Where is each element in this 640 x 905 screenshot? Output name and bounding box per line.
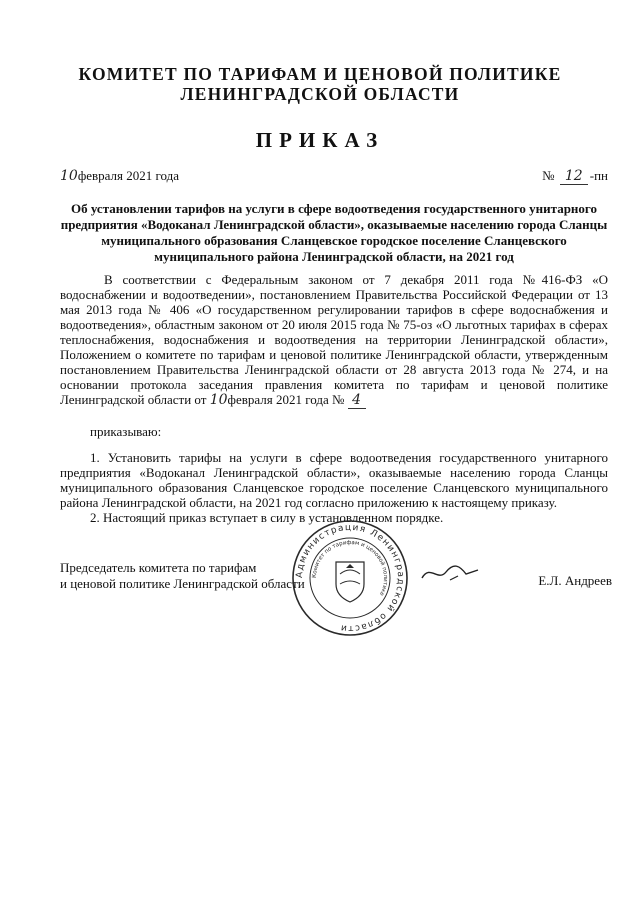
document-subject: [60, 201, 608, 265]
preamble-paragraph: [60, 272, 608, 409]
svg-text:Администрация Ленинградской об: Администрация Ленинградской области: [294, 522, 406, 634]
signatory-name: Е.Л. Андреев: [538, 573, 612, 588]
document-number: [542, 168, 608, 185]
handwritten-day: 10: [60, 168, 78, 184]
preamble-text: В соответствии с Федеральным законом от 7 декабря 2011 года №416-ФЗ «О водоснабжении и водоотведении», постановлением Правительства Российской Федерации от 13 мая 2013 года № 406 «О государственном регулировании тарифов в сфере водоснабжения и водоотведения», областным законом от 20 июля 2015 года № 75-оз «О льготных тарифах в сферах теплоснабжения, водоснабжения и водоотведения на территории Ленинградской области», Положением о комитете по тарифам и ценовой политике Ленинградской области, утвержденным постановлением Правительства Ленинградской области от 28 августа 2013 года № 274, и на основании протокола заседания правления комитета по тарифам и ценовой политике Ленинградской области от: [60, 272, 608, 407]
org-name-line-2: ЛЕНИНГРАДСКОЙ ОБЛАСТИ: [180, 84, 460, 104]
order-item: 1. Установить тарифы на услуги в сфере водоотведения государственного унитарного предприятия «Водоканал Ленинградской области», оказываемые населению города Сланцы муниципального образования Сланцевское городское поселение Сланцевского муниципального района Ленинградской области, на 2021 год согласно приложению к настоящему приказу.: [60, 450, 608, 510]
date-number-line: [60, 168, 608, 186]
order-item: 2. Настоящий приказ вступает в силу в установленном порядке.: [90, 510, 444, 525]
number-suffix: -пн: [589, 168, 608, 183]
position-line: Председатель комитета по тарифам: [60, 560, 257, 575]
date-text: февраля 2021 года: [77, 168, 180, 183]
signatory-position: [60, 560, 305, 592]
handwritten-number: 12: [560, 168, 588, 185]
handwritten-protocol-number: 4: [348, 393, 366, 409]
order-items: [60, 450, 608, 525]
order-word: приказываю:: [90, 424, 162, 439]
handwritten-signature-icon: [420, 560, 480, 586]
svg-text:Комитет по тарифам и ценовой п: Комитет по тарифам и ценовой политике: [311, 539, 389, 597]
coat-of-arms-icon: [336, 562, 364, 602]
official-seal-icon: [290, 518, 410, 638]
preamble-tail: февраля 2021 года №: [227, 392, 345, 407]
handwritten-protocol-day: 10: [209, 392, 228, 408]
position-line: и ценовой политике Ленинградской области: [60, 576, 305, 591]
subject-line: Об установлении тарифов на услуги в сфере водоотведения государственного унитарного: [70, 201, 598, 216]
document-title: ПРИКАЗ: [255, 128, 385, 152]
number-prefix: №: [542, 168, 555, 183]
org-name-line-1: КОМИТЕТ ПО ТАРИФАМ И ЦЕНОВОЙ ПОЛИТИКЕ: [78, 64, 562, 84]
subject-line: муниципального образования Сланцевское городское поселение Сланцевского: [101, 233, 567, 248]
subject-line: муниципального района Ленинградской области, на 2021 год: [154, 249, 514, 264]
document-date: [60, 168, 179, 184]
subject-line: предприятия «Водоканал Ленинградской области», оказываемые населению города Сланцы: [60, 217, 608, 232]
